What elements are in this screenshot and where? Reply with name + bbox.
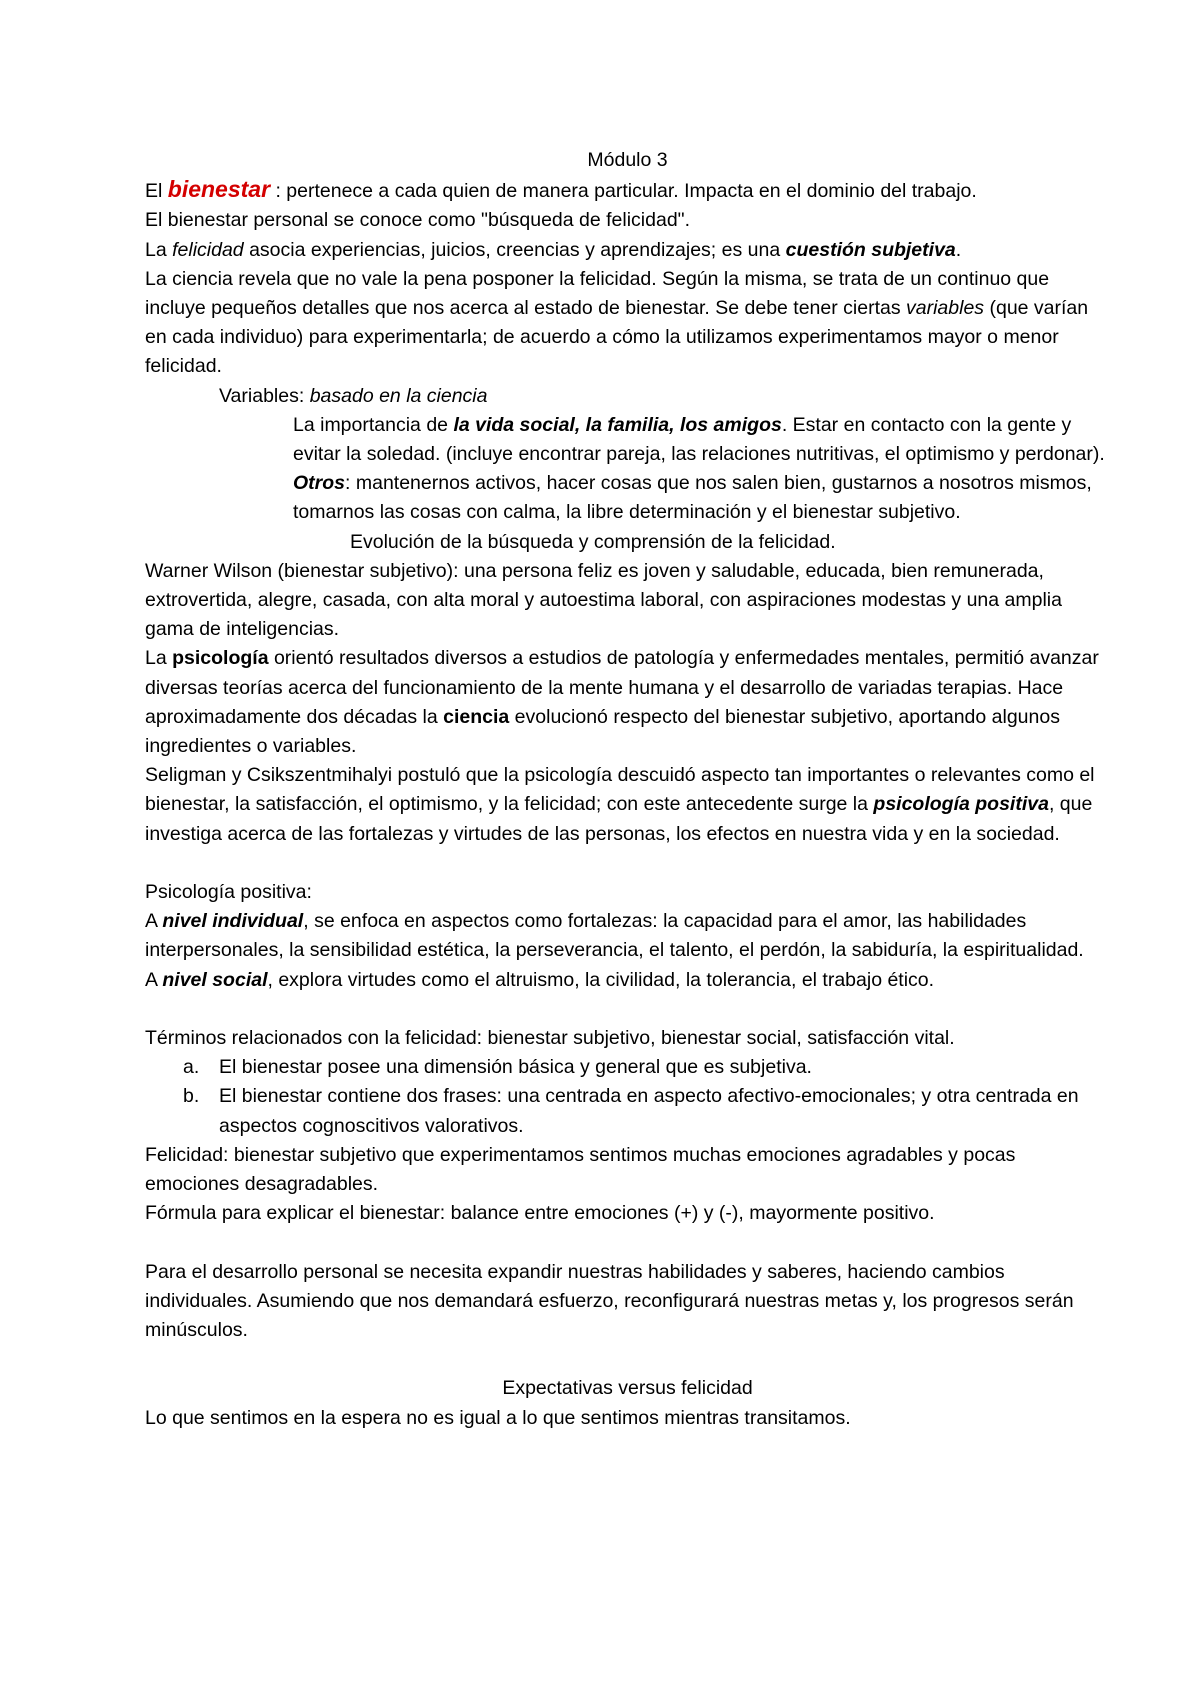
emphasis-otros: Otros — [293, 472, 346, 495]
list-item-text: El bienestar contiene dos frases: una centrada en aspecto afectivo-emocionales; y otra centrada en aspectos cognoscitivos valorativos. — [219, 1085, 1079, 1137]
intro-paragraph-bienestar — [145, 175, 1110, 206]
positiva-paragraph-individual — [145, 907, 1110, 965]
terminos-paragraph: Términos relacionados con la felicidad: bienestar subjetivo, bienestar social, satisfacción vital. — [145, 1027, 955, 1050]
text-run: orientó resultados diversos a estudios de patología y enfermedades mentales, permitió avanzar diversas teorías acerca del funcionamiento de la mente humana y el desarrollo de variadas terapias. Hace aproximadamente dos décadas la — [145, 647, 1099, 728]
expectativas-heading: Expectativas versus felicidad — [502, 1377, 753, 1400]
text-run: evolucionó respecto del bienestar subjetivo, aportando algunos ingredientes o variables. — [145, 705, 1060, 758]
evolucion-heading: Evolución de la búsqueda y comprensión de la felicidad. — [350, 530, 836, 553]
text-run: : mantenernos activos, hacer cosas que nos salen bien, gustarnos a nosotros mismos, tomarnos las cosas con calma, la libre determinación y el bienestar subjetivo. — [293, 472, 1092, 524]
intro-paragraph-ciencia — [145, 265, 1110, 382]
evolucion-paragraph-psicologia — [145, 644, 1110, 761]
variables-item-social — [145, 411, 1110, 469]
emphasis-vida-social: la vida social, la familia, los amigos — [453, 413, 782, 436]
text-run: : pertenece a cada quien de manera particular. Impacta en el dominio del trabajo. — [270, 180, 977, 203]
text-run: El — [145, 180, 168, 203]
blank-line — [145, 995, 1110, 1024]
blank-line — [145, 1228, 1110, 1257]
variables-item-otros — [145, 469, 1110, 527]
text-run: Seligman y Csikszentmihalyi postuló que la psicología descuidó aspecto tan importantes o relevantes como el bienestar, la satisfacción, el optimismo, y la felicidad; con este antecedente surge la — [145, 764, 1095, 816]
list-item — [145, 1053, 1110, 1082]
text-run: asocia experiencias, juicios, creencias y aprendizajes; es una — [243, 238, 786, 261]
highlight-bienestar: bienestar — [167, 176, 271, 203]
text-run: , se enfoca en aspectos como fortalezas: la capacidad para el amor, las habilidades interpersonales, la sensibilidad estética, la perseverancia, el talento, el perdón, la sabiduría, la espiritualidad. — [145, 910, 1084, 962]
emphasis-nivel-social: nivel social — [162, 968, 268, 991]
text-run: La importancia de — [293, 413, 454, 436]
emphasis-felicidad: felicidad — [172, 238, 244, 261]
expectativas-paragraph: Lo que sentimos en la espera no es igual a lo que sentimos mientras transitamos. — [145, 1406, 851, 1429]
intro-paragraph-personal: El bienestar personal se conoce como "búsqueda de felicidad". — [145, 209, 691, 232]
emphasis-nivel-individual: nivel individual — [162, 910, 304, 933]
formula-paragraph: Fórmula para explicar el bienestar: balance entre emociones (+) y (-), mayormente positivo. — [145, 1202, 935, 1225]
blank-line — [145, 849, 1110, 878]
emphasis-psicologia-positiva: psicología positiva — [873, 793, 1049, 816]
text-run: . — [955, 238, 962, 261]
text-run: La — [145, 647, 173, 670]
text-run: La ciencia revela que no vale la pena posponer la felicidad. Según la misma, se trata de un continuo que incluye pequeños detalles que nos acerca al estado de bienestar. Se debe tener ciertas — [145, 267, 1050, 320]
evolucion-paragraph-wilson: Warner Wilson (bienestar subjetivo): una persona feliz es joven y saludable, educada, bien remunerada, extrovertida, alegre, casada, con alta moral y autoestima laboral, con aspiraciones modestas y una amplia gama de inteligencias. — [145, 559, 1062, 641]
emphasis-variables: variables — [906, 297, 985, 320]
blank-line — [145, 1345, 1110, 1374]
emphasis-ciencia: ciencia — [443, 705, 510, 728]
terminos-list — [145, 1053, 1110, 1141]
variables-label — [145, 382, 1110, 411]
positiva-paragraph-social — [145, 966, 1110, 995]
list-marker: a. — [183, 1056, 200, 1079]
text-run: A — [145, 910, 163, 933]
emphasis-basado-ciencia: basado en la ciencia — [309, 384, 488, 407]
emphasis-cuestion-subjetiva: cuestión subjetiva — [785, 238, 956, 261]
emphasis-psicologia: psicología — [172, 647, 269, 670]
evolucion-paragraph-seligman — [145, 761, 1110, 849]
text-run: Variables: — [219, 384, 310, 407]
text-run: La — [145, 238, 173, 261]
page-title: Módulo 3 — [587, 149, 668, 171]
desarrollo-paragraph: Para el desarrollo personal se necesita expandir nuestras habilidades y saberes, haciendo cambios individuales. Asumiendo que nos demandará esfuerzo, reconfigurará nuestras metas y, los progresos serán minúsculos. — [145, 1260, 1074, 1342]
text-run: . Estar en contacto con la gente y evitar la soledad. (incluye encontrar pareja, las relaciones nutritivas, el optimismo y perdonar). — [293, 413, 1105, 466]
list-marker: b. — [183, 1085, 200, 1108]
text-run: A — [145, 968, 163, 991]
positiva-heading: Psicología positiva: — [145, 881, 312, 904]
list-item — [145, 1082, 1110, 1140]
list-item-text: El bienestar posee una dimensión básica y general que es subjetiva. — [219, 1056, 812, 1079]
text-run: (que varían en cada individuo) para experimentarla; de acuerdo a cómo la utilizamos experimentamos mayor o menor felicidad. — [145, 297, 1089, 378]
felicidad-definition: Felicidad: bienestar subjetivo que experimentamos sentimos muchas emociones agradables y pocas emociones desagradables. — [145, 1143, 1016, 1196]
text-run: , explora virtudes como el altruismo, la civilidad, la tolerancia, el trabajo ético. — [267, 968, 935, 991]
text-run: , que investiga acerca de las fortalezas y virtudes de las personas, los efectos en nuestra vida y en la sociedad. — [145, 793, 1093, 845]
intro-paragraph-felicidad — [145, 236, 1110, 265]
